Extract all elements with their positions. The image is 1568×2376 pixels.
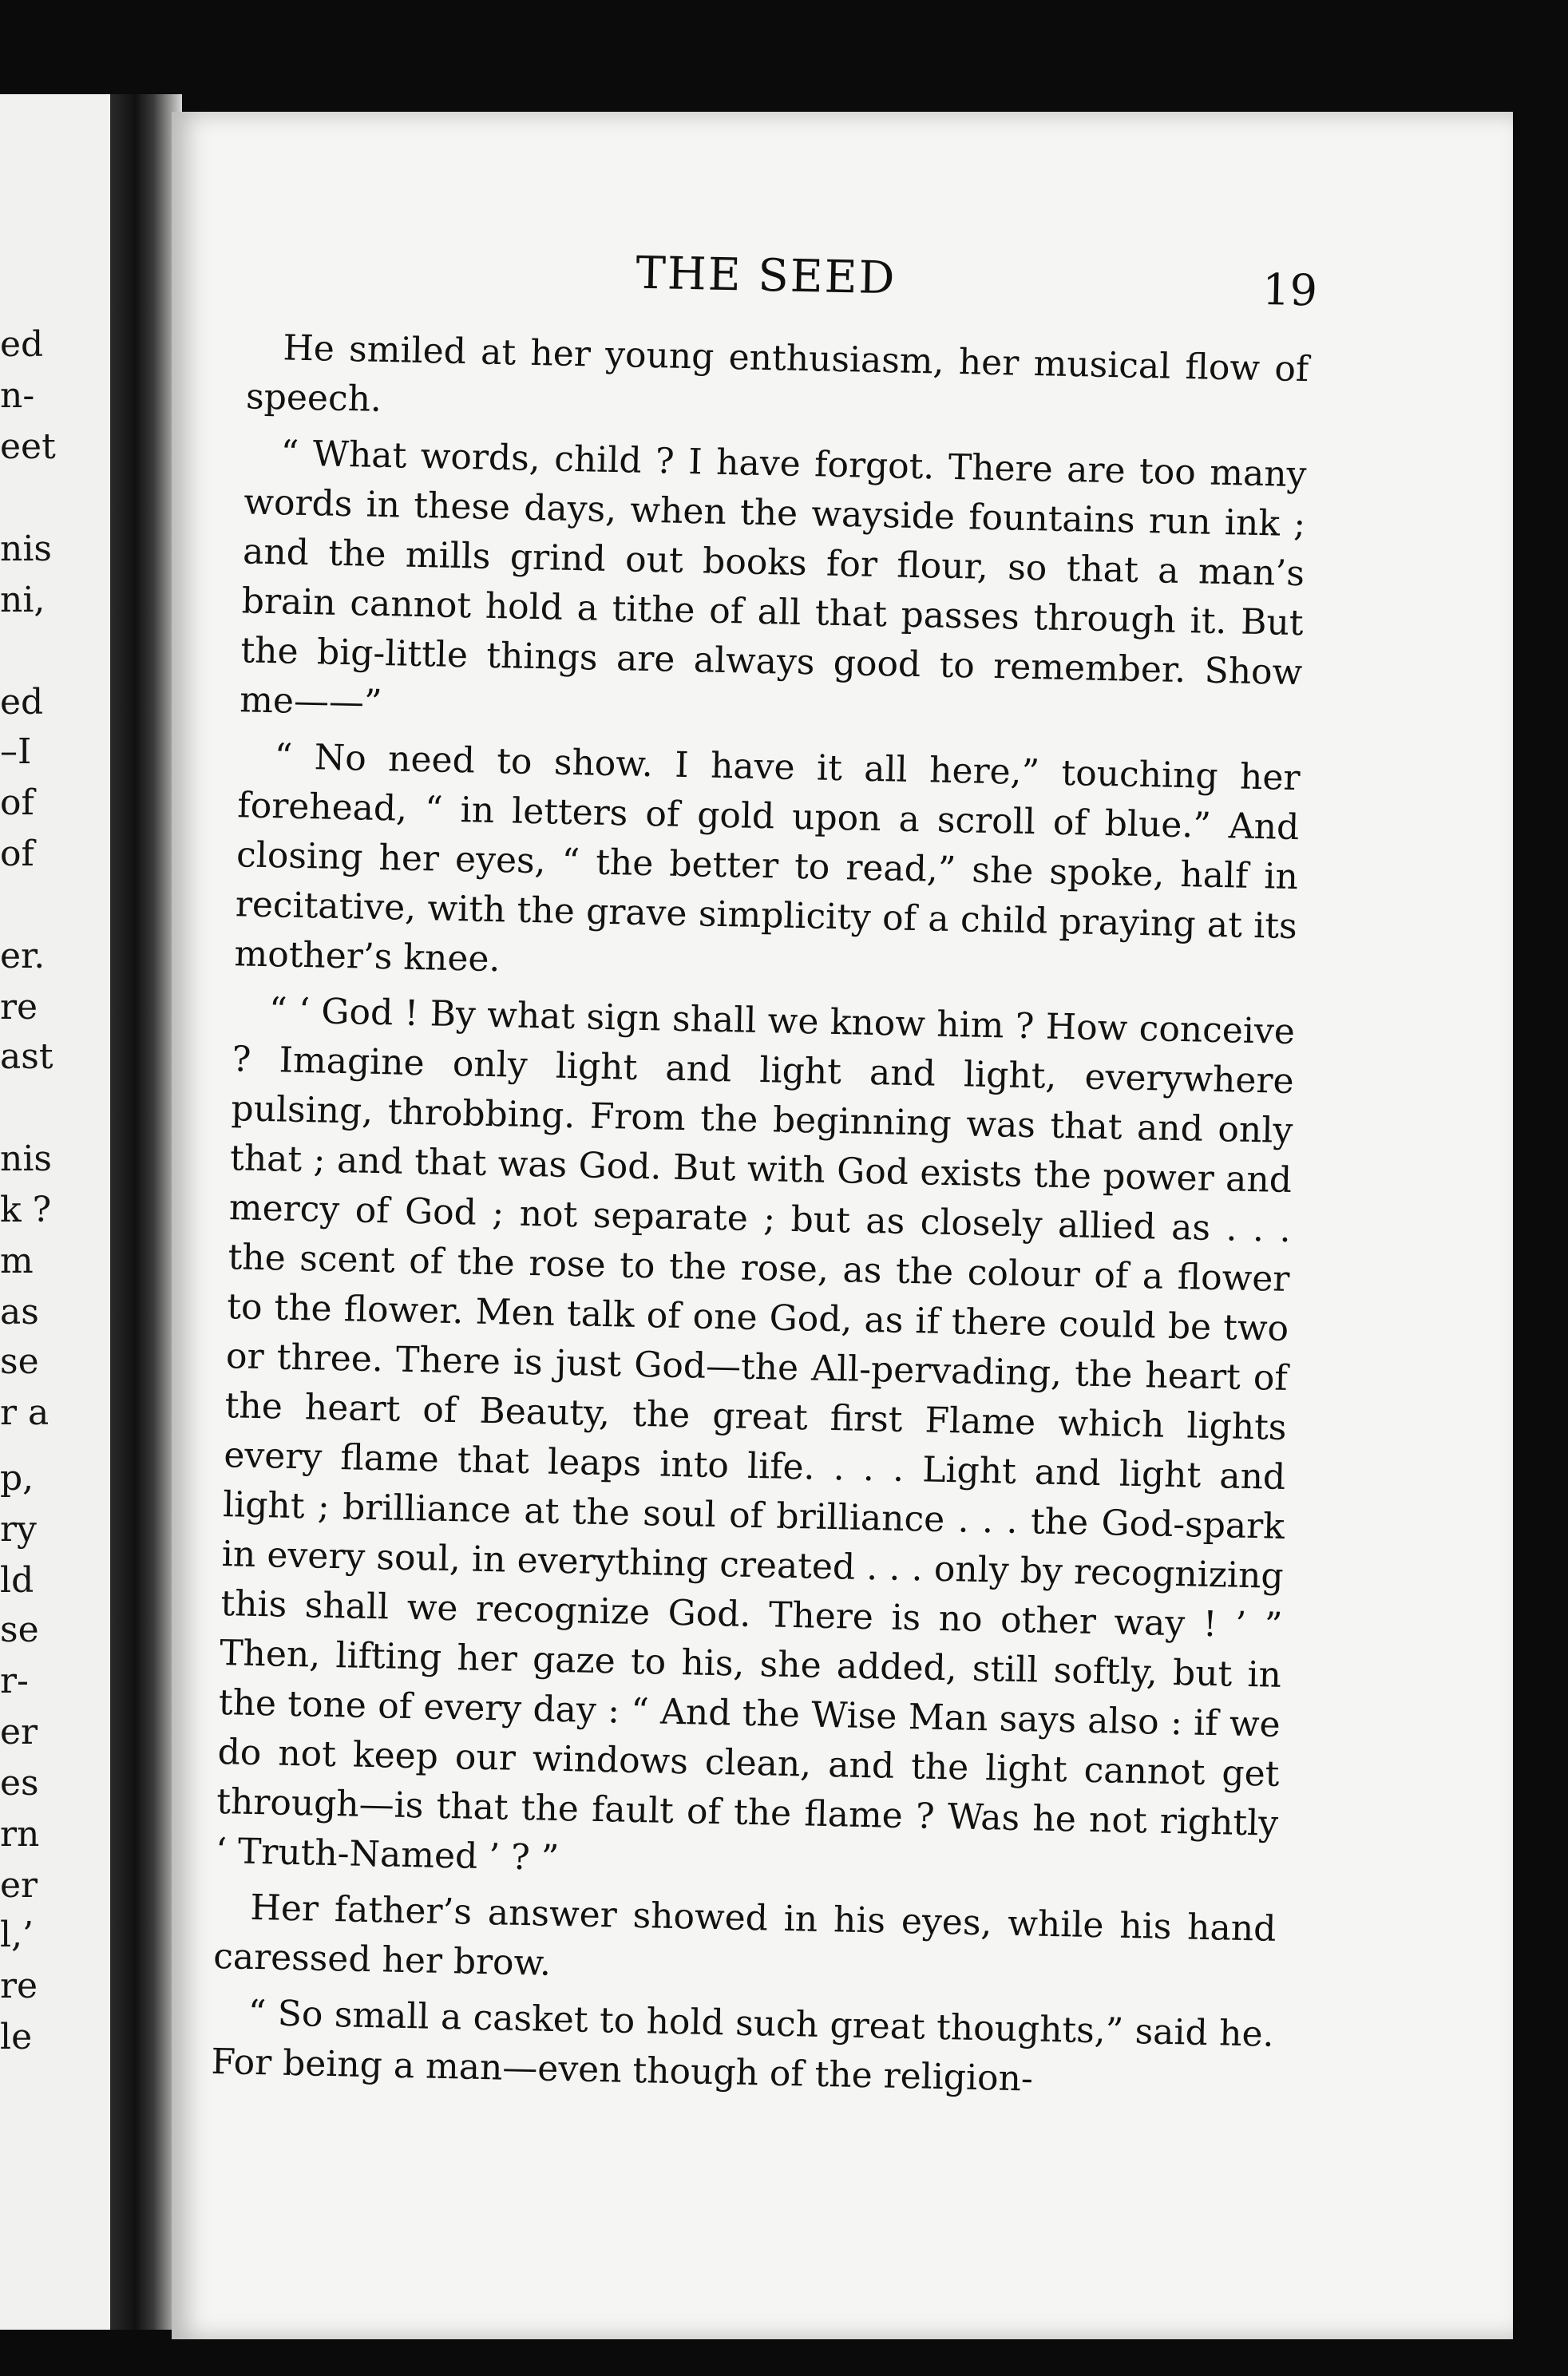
left-page-fragment: ni, — [0, 580, 46, 620]
left-page-fragment: r- — [0, 1661, 29, 1701]
left-page-fragment: nis — [0, 529, 52, 569]
left-page-fragment: k ? — [0, 1190, 52, 1230]
body-text — [211, 323, 1309, 2115]
left-page-fragment: –I — [0, 731, 32, 772]
left-page-fragment: ast — [0, 1036, 53, 1077]
right-page — [172, 112, 1513, 2339]
left-page-fragment: er. — [0, 936, 46, 976]
paragraph: “ What words, child ? I have forgot. There are too many words in these days, when the wayside fountains run ink ; and the mills grind out books for flour, so that a man’s brain cannot hold a tithe of all that passes through it. But the big-little things are always good to remember. Show me——” — [239, 433, 1307, 724]
left-page-fragment: er — [0, 1712, 38, 1752]
paragraph: Her father’s answer showed in his eyes, while his hand caressed her brow. — [212, 1887, 1277, 1984]
left-page-fragment: ry — [0, 1509, 37, 1550]
left-page-fragment: ed — [0, 682, 44, 723]
left-page-fragment: es — [0, 1763, 39, 1804]
left-page-text-fragments — [0, 94, 120, 2330]
page-number: 19 — [1261, 264, 1318, 316]
left-page-fragment: as — [0, 1292, 39, 1333]
left-page-fragment: of — [0, 834, 34, 874]
left-page-fragment: p, — [0, 1458, 34, 1499]
left-page-fragment: l,’ — [0, 1915, 34, 1955]
left-page-fragment: nis — [0, 1138, 52, 1179]
left-page-fragment: of — [0, 782, 34, 823]
paragraph: “ No need to show. I have it all here,” touching her forehead, “ in letters of gold upon a scroll of blue.” And closing her eyes, “ the better to read,” she spoke, half in recitative, with the grave simplicity of a child praying at its mother’s knee. — [234, 736, 1301, 980]
left-page-fragment: se — [0, 1341, 39, 1382]
left-page-fragment: ed — [0, 324, 44, 365]
page-content — [130, 97, 1518, 2353]
left-facing-page — [0, 94, 120, 2330]
left-page-fragment: rn — [0, 1814, 40, 1855]
left-page-fragment: re — [0, 987, 38, 1028]
left-page-fragment: eet — [0, 426, 56, 467]
left-page-fragment: le — [0, 2017, 33, 2057]
left-page-fragment: re — [0, 1966, 38, 2006]
paragraph: He smiled at her young enthusiasm, her musical flow of speech. — [245, 327, 1309, 420]
left-page-fragment: se — [0, 1610, 39, 1650]
left-page-fragment: ld — [0, 1560, 34, 1601]
paragraph: “ ‘ God ! By what sign shall we know him ? How conceive ? Imagine only light and light and light, everywhere pulsing, throbbing. From the beginning was that and only that ; and that was God. But with God exists the power and mercy of God ; not separate ; but as closely allied as . . . the scent of the rose to the rose, as the colour of a flower to the flower. Men talk of one God, as if there could be two or three. There is just God—the All-pervading, the heart of the heart of Beauty, the great first Flame which lights every flame that leaps into life. . . . Light and light and light ; brilliance at the soul of brilliance . . . the God-spark in every soul, in everything created . . . only by recognizing this shall we recognize God. There is no other way ! ’ ” Then, lifting her gaze to his, she added, still softly, but in the tone of every day : “ And the Wise Man says also : if we do not keep our windows clean, and the light cannot get through—is that the fault of the flame ? Was he not rightly ‘ Truth-Named ’ ? ” — [215, 990, 1296, 1879]
left-page-fragment: r a — [0, 1392, 49, 1433]
left-page-fragment: n- — [0, 375, 35, 416]
paragraph: “ So small a casket to hold such great thoughts,” said he. For being a man—even though of the religion- — [210, 1992, 1275, 2100]
running-head: THE SEED — [635, 247, 897, 305]
left-page-fragment: m — [0, 1241, 34, 1281]
left-page-fragment: er — [0, 1865, 38, 1906]
